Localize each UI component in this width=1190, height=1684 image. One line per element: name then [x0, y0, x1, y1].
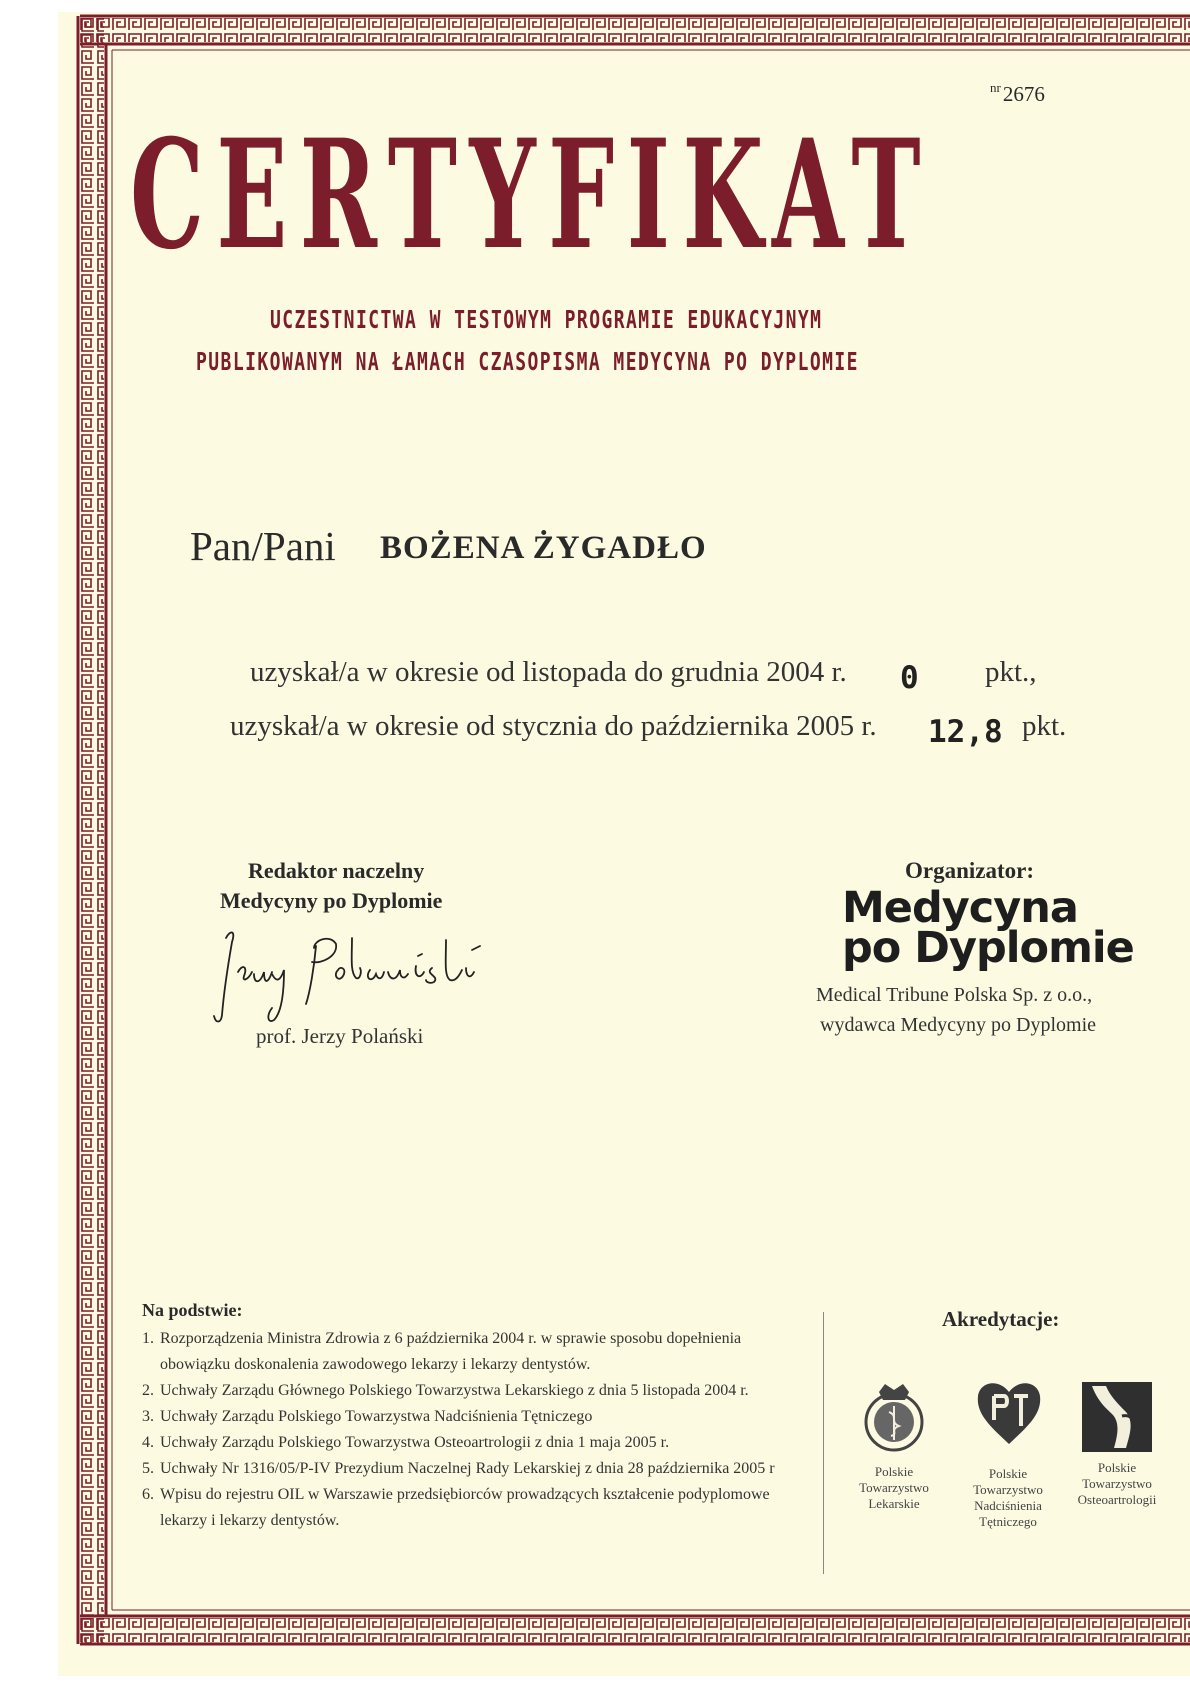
basis-item: 3. Uchwały Zarządu Polskiego Towarzystwa Nadciśnienia Tętniczego — [142, 1408, 593, 1425]
editor-title-1: Redaktor naczelny — [248, 858, 425, 883]
accreditation-org-2: Polskie Towarzystwo Nadciśnienia Tętniczego — [973, 1466, 1043, 1529]
accreditation-org-3: Polskie Towarzystwo Osteoartrologii — [1077, 1460, 1157, 1507]
section-divider — [823, 1312, 824, 1574]
editor-name: prof. Jerzy Polański — [256, 1024, 424, 1048]
editor-signature — [210, 920, 510, 1030]
period-1-points: 0 — [900, 660, 919, 696]
basis-list — [142, 1326, 802, 1534]
period-2-points: 12,8 — [928, 714, 1003, 750]
period-2-unit: pkt. — [1022, 710, 1067, 742]
recipient-name: BOŻENA ŻYGADŁO — [380, 530, 707, 566]
basis-item: 6. Wpisu do rejestru OIL w Warszawie przedsiębiorców prowadzących kształcenie podyplomowe lekarzy i lekarzy dentystów. — [142, 1486, 770, 1529]
basis-item: 2. Uchwały Zarządu Głównego Polskiego Towarzystwa Lekarskiego z dnia 5 listopada 2004 r. — [142, 1382, 749, 1399]
certificate-number: $^{nr}$2676 — [990, 80, 1045, 106]
subtitle-line-1: UCZESTNICTWA W TESTOWYM PROGRAMIE EDUKACYJNYM — [270, 305, 823, 334]
ptnt-heart-icon — [970, 1374, 1048, 1452]
certificate-title: CERTYFIKAT — [130, 107, 934, 283]
basis-item: 5. Uchwały Nr 1316/05/P-IV Prezydium Naczelnej Rady Lekarskiej z dnia 28 października 2005 r — [142, 1460, 775, 1477]
organizer-logo-line-2: po Dyplomie — [842, 923, 1134, 973]
ptl-seal-icon — [855, 1378, 933, 1456]
period-1-unit: pkt., — [985, 656, 1037, 688]
organizer-line-1: Medical Tribune Polska Sp. z o.o., — [816, 984, 1093, 1006]
period-2-text: uzyskał/a w okresie od stycznia do października 2005 r. — [230, 710, 877, 742]
organizer-line-2: wydawca Medycyny po Dyplomie — [820, 1014, 1097, 1036]
salutation: Pan/Pani — [190, 523, 336, 569]
pto-knee-icon — [1078, 1378, 1156, 1456]
period-1-text: uzyskał/a w okresie od listopada do grudnia 2004 r. — [250, 656, 847, 688]
basis-item: 4. Uchwały Zarządu Polskiego Towarzystwa Osteoartrologii z dnia 1 maja 2005 r. — [142, 1434, 670, 1451]
organizer-label: Organizator: — [905, 858, 1035, 883]
basis-heading: Na podstwie: — [142, 1300, 243, 1320]
editor-title-2: Medycyny po Dyplomie — [220, 888, 443, 913]
organizer-logo-line-1: Medycyna — [842, 883, 1078, 933]
accreditation-org-1: Polskie Towarzystwo Lekarskie — [859, 1464, 929, 1511]
subtitle-line-2: PUBLIKOWANYM NA ŁAMACH CZASOPISMA MEDYCYNA PO DYPLOMIE — [196, 347, 859, 376]
accreditations-heading: Akredytacje: — [942, 1307, 1060, 1331]
basis-item: 1. Rozporządzenia Ministra Zdrowia z 6 października 2004 r. w sprawie sposobu dopełnienia obowiązku doskonalenia zawodowego lekarzy i lekarzy dentystów. — [142, 1330, 742, 1373]
